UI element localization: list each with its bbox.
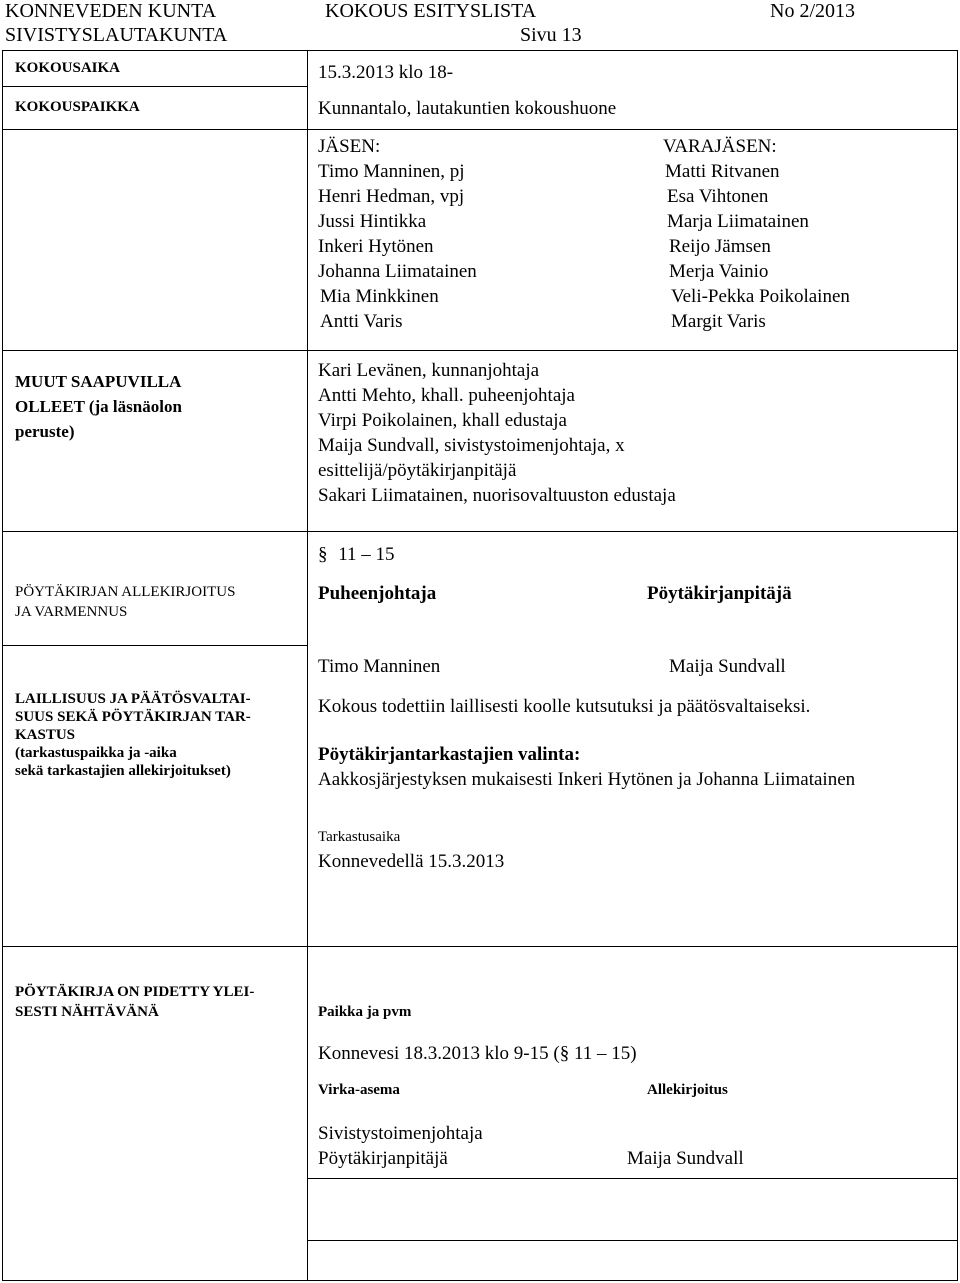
members-heading: JÄSEN: [318,136,381,157]
meeting-time-value: 15.3.2013 klo 18- [318,62,454,83]
member-name: Mia Minkkinen [320,286,439,307]
chair-title: Puheenjohtaja [318,583,437,604]
deputy-name: Esa Vihtonen [667,186,769,207]
chair-name: Timo Manninen [318,656,441,677]
legality-label: LAILLISUUS JA PÄÄTÖSVALTAI- SUUS SEKÄ PÖYTÄKIRJAN TAR- KASTUS (tarkastuspaikka ja -aika sekä tarkastajien allekirjoitukset) [15,691,251,779]
office-line: Pöytäkirjanpitäjä [318,1148,448,1169]
meeting-place-label: KOKOUSPAIKKA [15,99,140,115]
attendee-line: Sakari Liimatainen, nuorisovaltuuston edustaja [318,485,676,506]
member-name: Johanna Liimatainen [318,261,477,282]
attendee-line: Antti Mehto, khall. puheenjohtaja [318,385,575,406]
deputy-name: Margit Varis [671,311,766,332]
document-type: KOKOUS ESITYSLISTA [325,0,537,22]
attendee-line: Maija Sundvall, sivistystoimenjohtaja, x [318,435,625,456]
org-name: KONNEVEDEN KUNTA [5,0,217,22]
meeting-time-label: KOKOUSAIKA [15,60,121,76]
secretary-name: Maija Sundvall [669,656,786,677]
attendee-line: Kari Levänen, kunnanjohtaja [318,360,540,381]
member-name: Inkeri Hytönen [318,236,434,257]
document-number: No 2/2013 [770,0,855,22]
attendee-line: esittelijä/pöytäkirjanpitäjä [318,460,517,481]
section-symbol: § [318,544,328,565]
attendee-line: Virpi Poikolainen, khall edustaja [318,410,567,431]
secretary-title: Pöytäkirjanpitäjä [647,583,792,604]
deputies-heading: VARAJÄSEN: [663,136,777,157]
others-label: MUUT SAAPUVILLA OLLEET (ja läsnäolon peruste) [15,372,182,441]
inspectors-value: Aakkosjärjestyksen mukaisesti Inkeri Hytönen ja Johanna Liimatainen [318,769,856,790]
section-range-text: 11 – 15 [338,544,395,565]
section-range [318,542,395,567]
place-date-value: Konnevesi 18.3.2013 klo 9-15 (§ 11 – 15) [318,1043,637,1064]
meeting-place-value: Kunnantalo, lautakuntien kokoushuone [318,98,617,119]
office-label: Virka-asema [318,1082,400,1098]
committee-name: SIVISTYSLAUTAKUNTA [5,24,228,46]
inspectors-heading: Pöytäkirjantarkastajien valinta: [318,744,581,765]
member-name: Jussi Hintikka [318,211,427,232]
public-label: PÖYTÄKIRJA ON PIDETTY YLEI- SESTI NÄHTÄVÄNÄ [15,984,255,1020]
signer-name: Maija Sundvall [627,1148,744,1169]
deputy-name: Veli-Pekka Poikolainen [671,286,850,307]
deputy-name: Reijo Jämsen [669,236,771,257]
legality-statement: Kokous todettiin laillisesti koolle kutsutuksi ja päätösvaltaiseksi. [318,696,811,717]
member-name: Timo Manninen, pj [318,161,465,182]
deputy-name: Merja Vainio [669,261,769,282]
signature-column-label: Allekirjoitus [647,1082,728,1098]
deputy-name: Matti Ritvanen [665,161,780,182]
inspection-place-date: Konnevedellä 15.3.2013 [318,851,505,872]
deputy-name: Marja Liimatainen [667,211,809,232]
page-number: Sivu 13 [520,24,582,46]
member-name: Antti Varis [320,311,403,332]
office-line: Sivistystoimenjohtaja [318,1123,483,1144]
inspection-time-label: Tarkastusaika [318,829,401,845]
place-date-label: Paikka ja pvm [318,1004,412,1020]
member-name: Henri Hedman, vpj [318,186,465,207]
signature-label: PÖYTÄKIRJAN ALLEKIRJOITUS JA VARMENNUS [15,584,236,620]
